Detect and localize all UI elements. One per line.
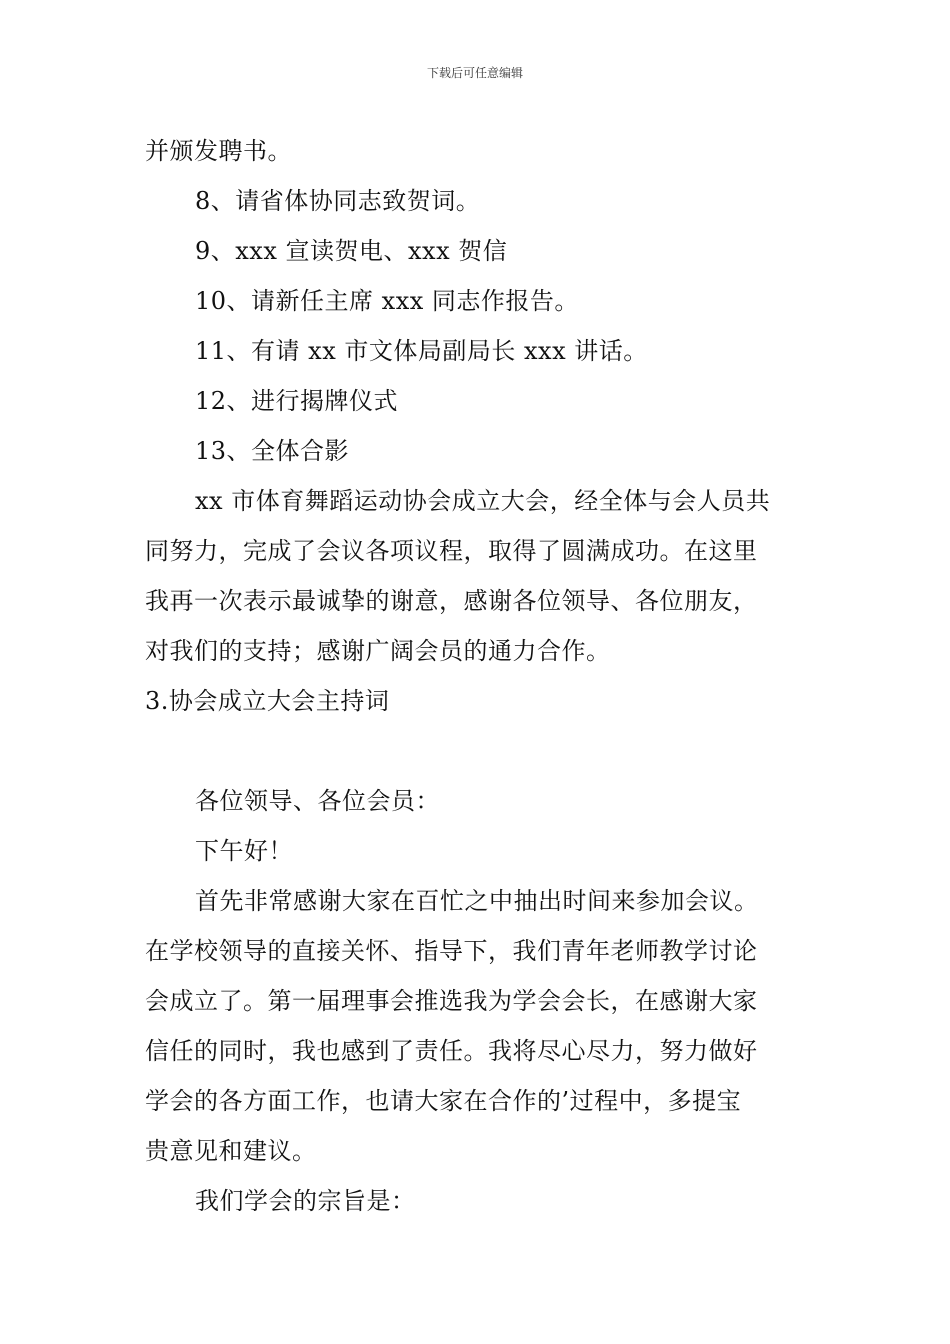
document-body	[145, 126, 810, 1226]
agenda-item-12: 12、进行揭牌仪式	[195, 387, 399, 415]
paragraph-line: 对我们的支持；感谢广阔会员的通力合作。	[145, 637, 611, 665]
paragraph-line: 贵意见和建议。	[145, 1137, 317, 1165]
paragraph-line: 同努力，完成了会议各项议程，取得了圆满成功。在这里	[145, 537, 758, 565]
page-header: 下载后可任意编辑	[426, 66, 523, 80]
agenda-item-10: 10、请新任主席 xxx 同志作报告。	[195, 287, 579, 315]
paragraph-line: xx 市体育舞蹈运动协会成立大会，经全体与会人员共	[195, 487, 771, 515]
agenda-item-9: 9、xxx 宣读贺电、xxx 贺信	[195, 237, 508, 265]
paragraph-line: 首先非常感谢大家在百忙之中抽出时间来参加会议。	[195, 887, 759, 915]
salutation: 各位领导、各位会员：	[195, 787, 440, 815]
paragraph-line: 信任的同时，我也感到了责任。我将尽心尽力，努力做好	[145, 1037, 758, 1065]
agenda-item-13: 13、全体合影	[195, 437, 350, 465]
paragraph-line: 我再一次表示最诚挚的谢意，感谢各位领导、各位朋友，	[145, 587, 758, 615]
paragraph-line: 我们学会的宗旨是：	[195, 1187, 416, 1215]
agenda-item-8: 8、请省体协同志致贺词。	[195, 187, 481, 215]
paragraph-line: 学会的各方面工作，也请大家在合作的’过程中，多提宝	[145, 1087, 742, 1115]
section-heading: 3.协会成立大会主持词	[145, 687, 390, 715]
paragraph-line: 在学校领导的直接关怀、指导下，我们青年老师教学讨论	[145, 937, 758, 965]
greeting: 下午好！	[195, 837, 293, 865]
paragraph-line: 会成立了。第一届理事会推选我为学会会长，在感谢大家	[145, 987, 758, 1015]
text-line: 并颁发聘书。	[145, 137, 292, 165]
agenda-item-11: 11、有请 xx 市文体局副局长 xxx 讲话。	[195, 337, 648, 365]
blank-line	[145, 726, 810, 776]
